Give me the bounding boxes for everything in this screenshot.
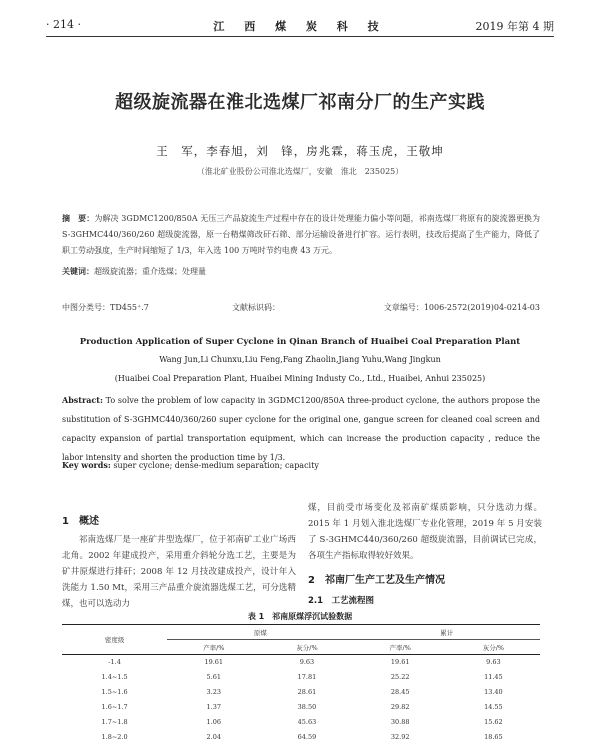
table-cell: 13.40 (484, 688, 503, 696)
table-cell: 1.6~1.7 (101, 703, 128, 711)
table-cell: 64.59 (297, 733, 317, 741)
table-cell: 28.45 (390, 688, 410, 696)
table-cell: 2.04 (206, 733, 221, 741)
table-1-caption: 表 1 祁南原煤浮沉试验数据 (247, 612, 353, 621)
table-cell: 1.4~1.5 (101, 673, 128, 681)
table-cell: 17.81 (297, 673, 317, 681)
table-cell: 29.82 (390, 703, 410, 711)
section-2-1-heading: 2.1 工艺流程图 (308, 596, 375, 606)
table-row (62, 685, 540, 700)
classification-row (62, 302, 540, 314)
table-cell: 32.92 (390, 733, 410, 741)
table-row (62, 715, 540, 730)
raw-yield-header: 产率/% (167, 640, 260, 655)
table-1 (62, 624, 540, 745)
table-cell: 15.62 (484, 718, 503, 726)
english-abstract-text: To solve the problem of low capacity in 3GDMC1200/850A three-product cyclone, the authors propose the substitution of S-3GHMC440/360/260 super cyclone for the original one, gangue screen for cleaned coal screen and capacity expansion of partial transportation equipment, which can increase the production capacity , reduce the labor intensity and shorten the production time by 1/3. (62, 396, 540, 462)
table-row (62, 670, 540, 685)
abstract-cn-text: 为解决 3GDMC1200/850A 无压三产品旋流生产过程中存在的设计处理能力偏小等问题，祁南选煤厂将原有的旋流器更换为 S-3GHMC440/360/260 超级旋流器，原一台精煤筛改矸石筛、部分运输设备进行扩容。运行表明，技改后提高了生产能力，降低了职工劳动强度，生产时间缩短了 1/3，年入选 100 万吨时节约电费 43 万元。 (62, 214, 541, 255)
table-cell: 9.63 (486, 658, 501, 667)
section-1-body: 祁南选煤厂是一座矿井型选煤厂，位于祁南矿工业广场西北角。2002 年建成投产，采用重介斜轮分选工艺，主要是为矿井原煤进行排矸；2008 年 12 月技改建成投产，设计年入洗能力 1.50 Mt，采用三产品重介旋流器选煤工艺，可分选精煤，也可以选动力 (62, 535, 296, 609)
table-cell: 38.50 (297, 703, 317, 711)
table-cell: 9.63 (299, 658, 315, 667)
section-1-heading: 1 概述 (62, 516, 99, 527)
authors: 王 军，李春旭，刘 锋，房兆霖，蒋玉虎，王敬坤 (156, 144, 444, 158)
section-2-heading: 2 祁南厂生产工艺及生产情况 (308, 575, 445, 586)
table-cell: 19.61 (204, 658, 224, 667)
table-cell: 18.65 (484, 733, 503, 741)
table-cell: 1.06 (206, 718, 221, 726)
keywords-cn (62, 264, 540, 279)
table-cell: 14.55 (484, 703, 503, 711)
english-authors: Wang Jun,Li Chunxu,Liu Feng,Fang Zhaolin,Jiang Yuhu,Wang Jingkun (159, 355, 441, 364)
keywords-cn-text: 超级旋流器；重介选煤；处理量 (94, 267, 206, 276)
group-raw-header: 原煤 (167, 625, 353, 640)
doc-code: 文献标识码： (232, 303, 280, 312)
table-cell: 1.7~1.8 (101, 718, 128, 726)
table-row (62, 655, 540, 670)
english-abstract-label: Abstract: (62, 395, 103, 405)
col-density-header: 密度级 (62, 625, 167, 655)
table-cell: 5.61 (206, 673, 221, 681)
header-rule (46, 36, 554, 37)
running-head (46, 18, 554, 32)
english-title: Production Application of Super Cyclone in Qinan Branch of Huaibei Coal Preparation Plant (79, 337, 521, 347)
paper-title: 超级旋流器在淮北选煤厂祁南分厂的生产实践 (115, 92, 485, 113)
clc-number: 中图分类号：TD455⁺.7 (62, 303, 149, 312)
table-cell: 25.22 (390, 673, 410, 681)
raw-ash-header: 灰分/% (260, 640, 353, 655)
group-cumulative-header: 累计 (354, 625, 540, 640)
table-cell: 1.8~2.0 (101, 733, 128, 741)
table-row (62, 730, 540, 745)
table-cell: 30.88 (390, 718, 410, 726)
abstract-cn-label: 摘 要： (62, 213, 95, 223)
keywords-cn-label: 关键词： (62, 266, 94, 276)
table-cell: 1.5~1.6 (101, 688, 128, 696)
affiliation: （淮北矿业股份公司淮北选煤厂，安徽 淮北 235025） (196, 167, 404, 176)
english-keywords-label: Key words: (62, 460, 111, 470)
table-cell: -1.4 (108, 658, 121, 667)
table-cell: 11.45 (484, 673, 503, 681)
english-keywords (62, 460, 540, 470)
table-cell: 3.23 (206, 688, 221, 696)
cum-ash-header: 灰分/% (447, 640, 540, 655)
english-affiliation: (Huaibei Coal Preparation Plant, Huaibei Mining Industy Co., Ltd., Huaibei, Anhui 235025) (114, 374, 486, 383)
cum-yield-header: 产率/% (354, 640, 447, 655)
table-cell: 1.37 (206, 703, 221, 711)
right-column-body: 煤，目前受市场变化及祁南矿煤质影响，只分选动力煤。2015 年 1 月划入淮北选煤厂专业化管理，2019 年 5 月安装了 S-3GHMC440/360/260 超级旋流器，目前调试已完成，各项生产指标取得较好效果。 (308, 503, 542, 561)
journal-name: 江 西 煤 炭 科 技 (213, 20, 387, 33)
table-row (62, 700, 540, 715)
table-cell: 28.61 (297, 688, 317, 696)
table-cell: 19.61 (390, 658, 410, 667)
table-cell: 45.63 (297, 718, 317, 726)
english-keywords-text: super cyclone; dense-medium separation; capacity (110, 461, 319, 470)
page-number: · 214 · (46, 18, 81, 31)
english-abstract (62, 391, 540, 467)
article-number: 文章编号：1006-2572(2019)04-0214-03 (383, 303, 540, 312)
abstract-cn (62, 210, 540, 259)
issue-label: 2019 年第 4 期 (475, 20, 554, 33)
